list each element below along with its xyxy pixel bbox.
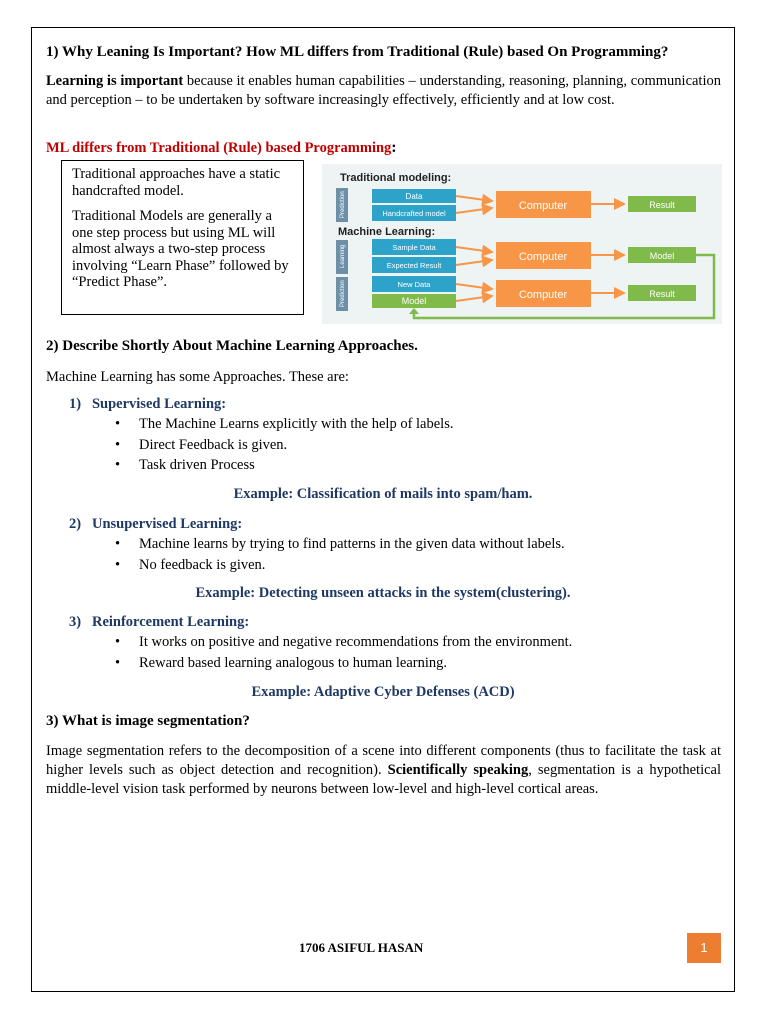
approach-2-heading [69,516,242,533]
q1-title: 1) Why Leaning Is Important? How ML differs from Traditional (Rule) based On Programming? [46,44,669,60]
approach-1-bullets [115,414,715,476]
approach-1-example: Example: Classification of mails into spam/ham. [233,486,533,502]
traditional-vs-ml-box [61,160,304,315]
ml-differs-heading [46,139,397,157]
q3-title: 3) What is image segmentation? [46,713,250,729]
model-output-label: Model [649,251,675,261]
approach-3-heading [69,614,249,631]
approach-1-heading [69,396,226,413]
box-paragraph-1: Traditional approaches have a static handcrafted model. [72,166,281,199]
q3-bold: Scientifically speaking [387,762,529,778]
approach-2-name: Unsupervised Learning: [91,516,243,532]
computer-label-3: Computer [518,289,568,301]
model-input-label: Model [401,296,427,306]
machine-learning-title: Machine Learning: [338,226,436,238]
q3-text-part2: , segmentation is a hypothetical middle-level vision task performed by neurons between low-level and high-level cortical areas. [46,762,721,797]
learning-important-text: because it enables human capabilities – understanding, reasoning, planning, communication and perception – to be undertaken by software increasingly effectively, efficiently and at low cost. [46,73,721,108]
result-label-2: Result [649,289,675,299]
footer-author: 1706 ASIFUL HASAN [299,940,424,955]
q3-paragraph [46,742,721,799]
list-item: • The Machine Learns explicitly with the help of labels. [115,414,715,435]
approach-3-number: 3) [69,614,82,630]
approach-3-bullets [115,632,715,673]
prediction-side-text-2: Prediction [340,280,346,307]
traditional-modeling-title: Traditional modeling: [340,172,452,184]
ml-differs-colon: : [391,139,397,156]
q3-text-part1: Image segmentation refers to the decomposition of a scene into different components (thus to facilitate the task at higher levels such as object detection and recognition). [46,743,721,778]
list-item: • Task driven Process [115,455,715,476]
approach-2-number: 2) [69,516,82,532]
handcrafted-model-label: Handcrafted model [382,209,446,218]
ml-differs-heading-text: ML differs from Traditional (Rule) based Programming [46,140,392,156]
new-data-label: New Data [397,280,431,289]
ml-diagram [322,164,722,324]
approach-3-example: Example: Adaptive Cyber Defenses (ACD) [251,684,515,700]
page-number: 1 [687,933,721,963]
learning-side-text: Learning [340,244,346,268]
list-item: • Reward based learning analogous to human learning. [115,653,715,674]
expected-result-label: Expected Result [386,261,442,270]
computer-label-1: Computer [518,200,568,212]
approach-2-example: Example: Detecting unseen attacks in the system(clustering). [195,585,571,601]
prediction-side-text: Prediction [340,191,346,218]
approach-3-name: Reinforcement Learning: [91,614,250,630]
q1-paragraph [46,72,721,110]
list-item: • Machine learns by trying to find patterns in the given data without labels. [115,534,715,555]
data-box-label: Data [405,192,423,201]
list-item: • Direct Feedback is given. [115,435,715,456]
computer-label-2: Computer [518,251,568,263]
approach-2-bullets [115,534,715,575]
approach-1-name: Supervised Learning: [91,396,227,412]
q2-title: 2) Describe Shortly About Machine Learning Approaches. [46,338,418,354]
sample-data-label: Sample Data [392,243,436,252]
result-label-1: Result [649,200,675,210]
approach-1-number: 1) [69,396,82,412]
q2-intro: Machine Learning has some Approaches. These are: [46,369,349,385]
box-paragraph-2: Traditional Models are generally a one step process but using ML will almost always a two-step process involving “Learn Phase” followed by “Predict Phase”. [72,208,289,290]
list-item: • It works on positive and negative recommendations from the environment. [115,632,715,653]
list-item: • No feedback is given. [115,555,715,576]
learning-important-bold: Learning is important [46,73,184,89]
